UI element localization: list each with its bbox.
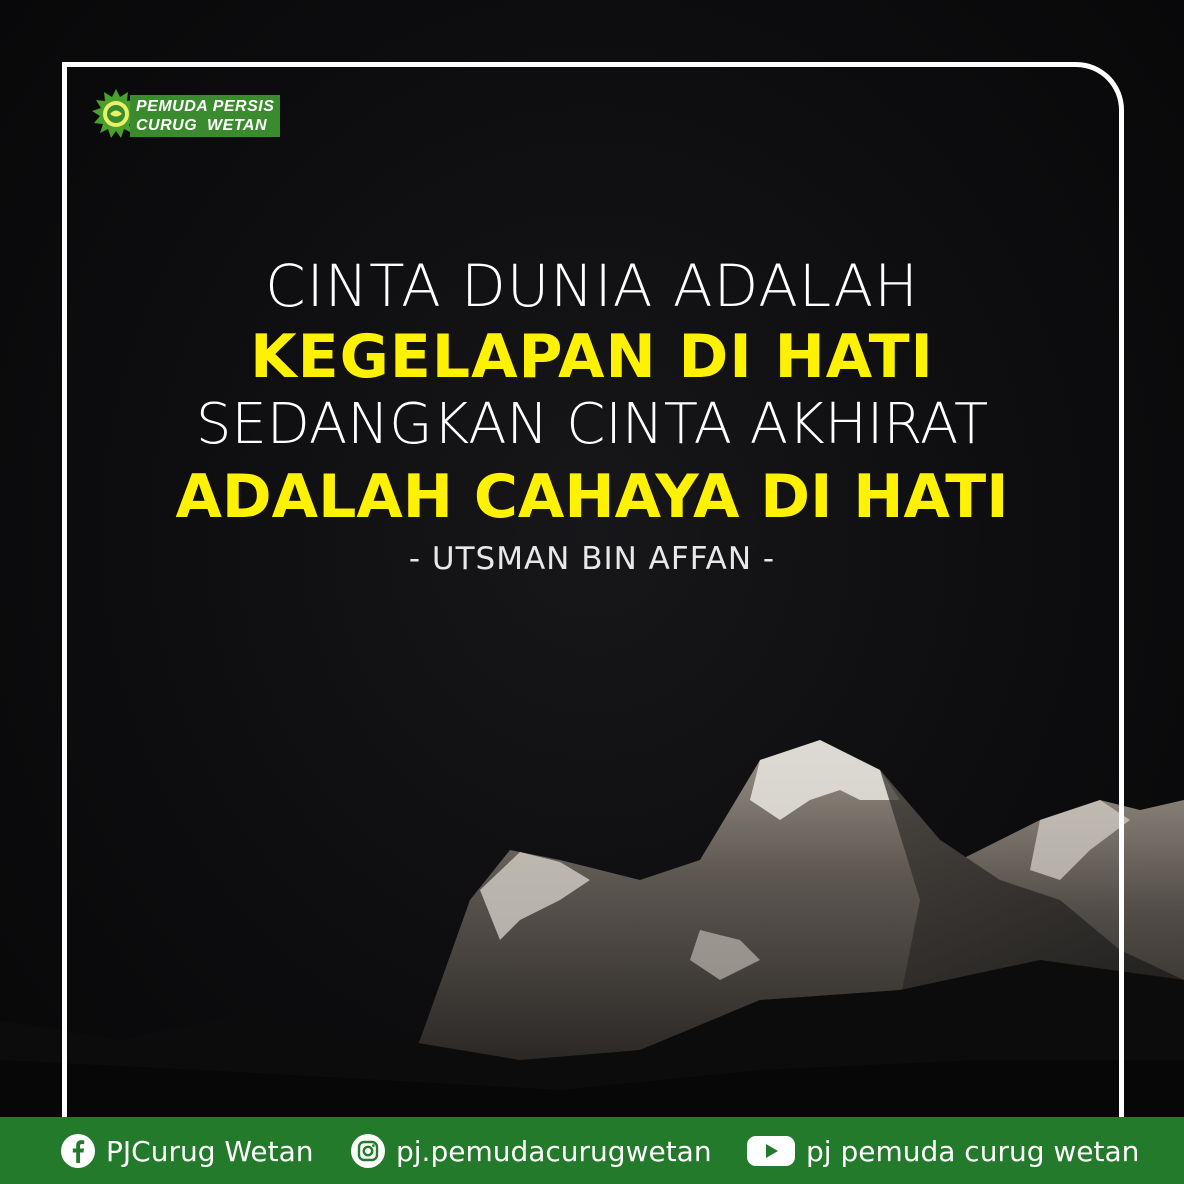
social-footer	[0, 1117, 1184, 1184]
youtube-label: pj pemuda curug wetan	[806, 1134, 1140, 1168]
quote-line-1: CINTA DUNIA ADALAH	[265, 252, 919, 320]
youtube-link[interactable]	[746, 1131, 1139, 1171]
quote-author: - UTSMAN BIN AFFAN -	[408, 541, 776, 577]
logo-line-2: CURUG WETAN	[136, 117, 268, 134]
instagram-label: pj.pemudacurugwetan	[396, 1134, 712, 1168]
logo-text	[130, 95, 280, 137]
quote-line-4: ADALAH CAHAYA DI HATI	[175, 462, 1009, 532]
quote-line-3: SEDANGKAN CINTA AKHIRAT	[195, 392, 989, 457]
organization-logo	[90, 88, 280, 140]
white-frame	[62, 62, 1124, 1142]
instagram-icon	[350, 1133, 386, 1169]
facebook-label: PJCurug Wetan	[106, 1134, 314, 1168]
facebook-icon	[60, 1133, 96, 1169]
youtube-icon	[746, 1133, 796, 1169]
instagram-link[interactable]	[350, 1131, 712, 1171]
facebook-link[interactable]	[60, 1131, 314, 1171]
logo-line-1: PEMUDA PERSIS	[136, 98, 275, 115]
quote-line-2: KEGELAPAN DI HATI	[250, 322, 934, 392]
